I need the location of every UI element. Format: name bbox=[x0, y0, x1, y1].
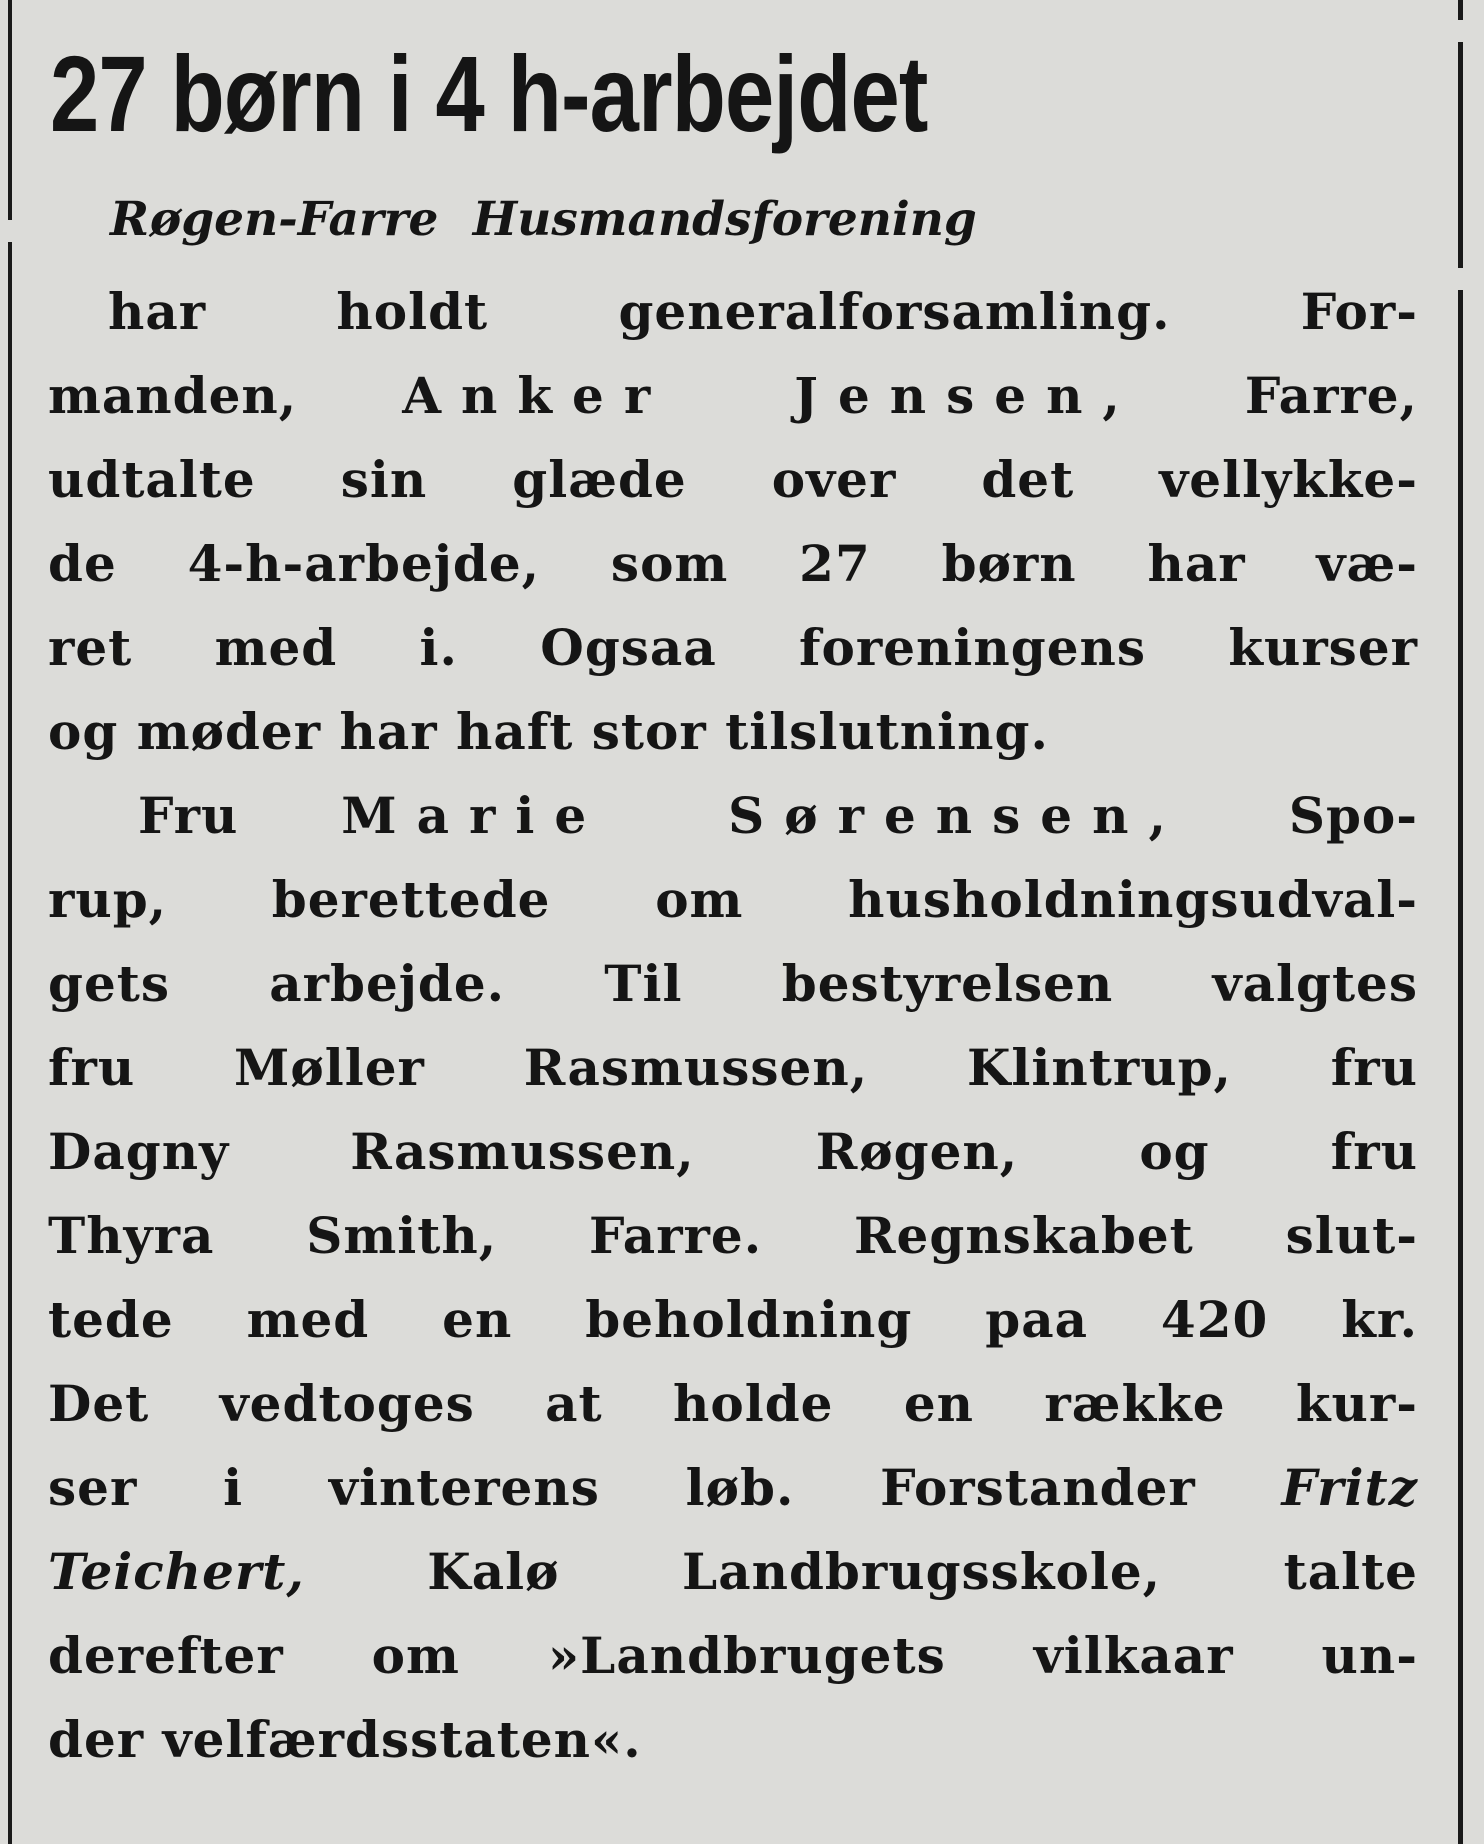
body-line: har holdt generalforsamling. For- bbox=[108, 282, 1418, 341]
body-line: og møder har haft stor tilslutning. bbox=[48, 702, 1049, 761]
article-body bbox=[48, 270, 1418, 1782]
body-line: Thyra Smith, Farre. Regnskabet slut- bbox=[48, 1206, 1418, 1265]
body-text-segment: ser i vinterens løb. Forstander bbox=[48, 1458, 1282, 1517]
article-headline: 27 børn i 4 h-arbejdet bbox=[50, 33, 928, 154]
body-line: gets arbejde. Til bestyrelsen valgtes bbox=[48, 954, 1418, 1013]
body-line: Dagny Rasmussen, Røgen, og fru bbox=[48, 1122, 1418, 1181]
body-line: Det vedtoges at holde en række kur- bbox=[48, 1374, 1418, 1433]
left-rule-break bbox=[6, 220, 14, 242]
person-name: Fritz bbox=[1281, 1458, 1418, 1517]
body-line: fru Møller Rasmussen, Klintrup, fru bbox=[48, 1038, 1418, 1097]
person-name: Teichert, bbox=[48, 1542, 305, 1601]
body-text-segment: Spo- bbox=[1185, 786, 1418, 845]
body-line bbox=[48, 354, 1418, 438]
body-line: der velfærdsstaten«. bbox=[48, 1710, 642, 1769]
person-name: Marie Sørensen, bbox=[341, 786, 1186, 845]
body-text-segment: manden, bbox=[48, 366, 403, 425]
body-line: tede med en beholdning paa 420 kr. bbox=[48, 1290, 1418, 1349]
person-name: Anker Jensen, bbox=[402, 366, 1140, 425]
body-line: rup, berettede om husholdningsudval- bbox=[48, 870, 1418, 929]
body-text-segment: Kalø Landbrugsskole, talte bbox=[304, 1542, 1418, 1601]
body-text-segment: Farre, bbox=[1139, 366, 1418, 425]
body-line: ret med i. Ogsaa foreningens kurser bbox=[48, 618, 1418, 677]
body-line bbox=[48, 774, 1418, 858]
body-line: de 4-h-arbejde, som 27 børn har væ- bbox=[48, 534, 1418, 593]
body-line bbox=[48, 1446, 1418, 1530]
left-column-rule bbox=[8, 0, 12, 1844]
right-rule-break-top bbox=[1456, 20, 1464, 42]
body-line: derefter om »Landbrugets vilkaar un- bbox=[48, 1626, 1418, 1685]
body-line bbox=[48, 1530, 1418, 1614]
right-rule-break-mid bbox=[1456, 268, 1464, 290]
body-line: udtalte sin glæde over det vellykke- bbox=[48, 450, 1418, 509]
body-text-segment: Fru bbox=[138, 786, 342, 845]
article-subhead: Røgen-Farre Husmandsforening bbox=[110, 192, 977, 247]
